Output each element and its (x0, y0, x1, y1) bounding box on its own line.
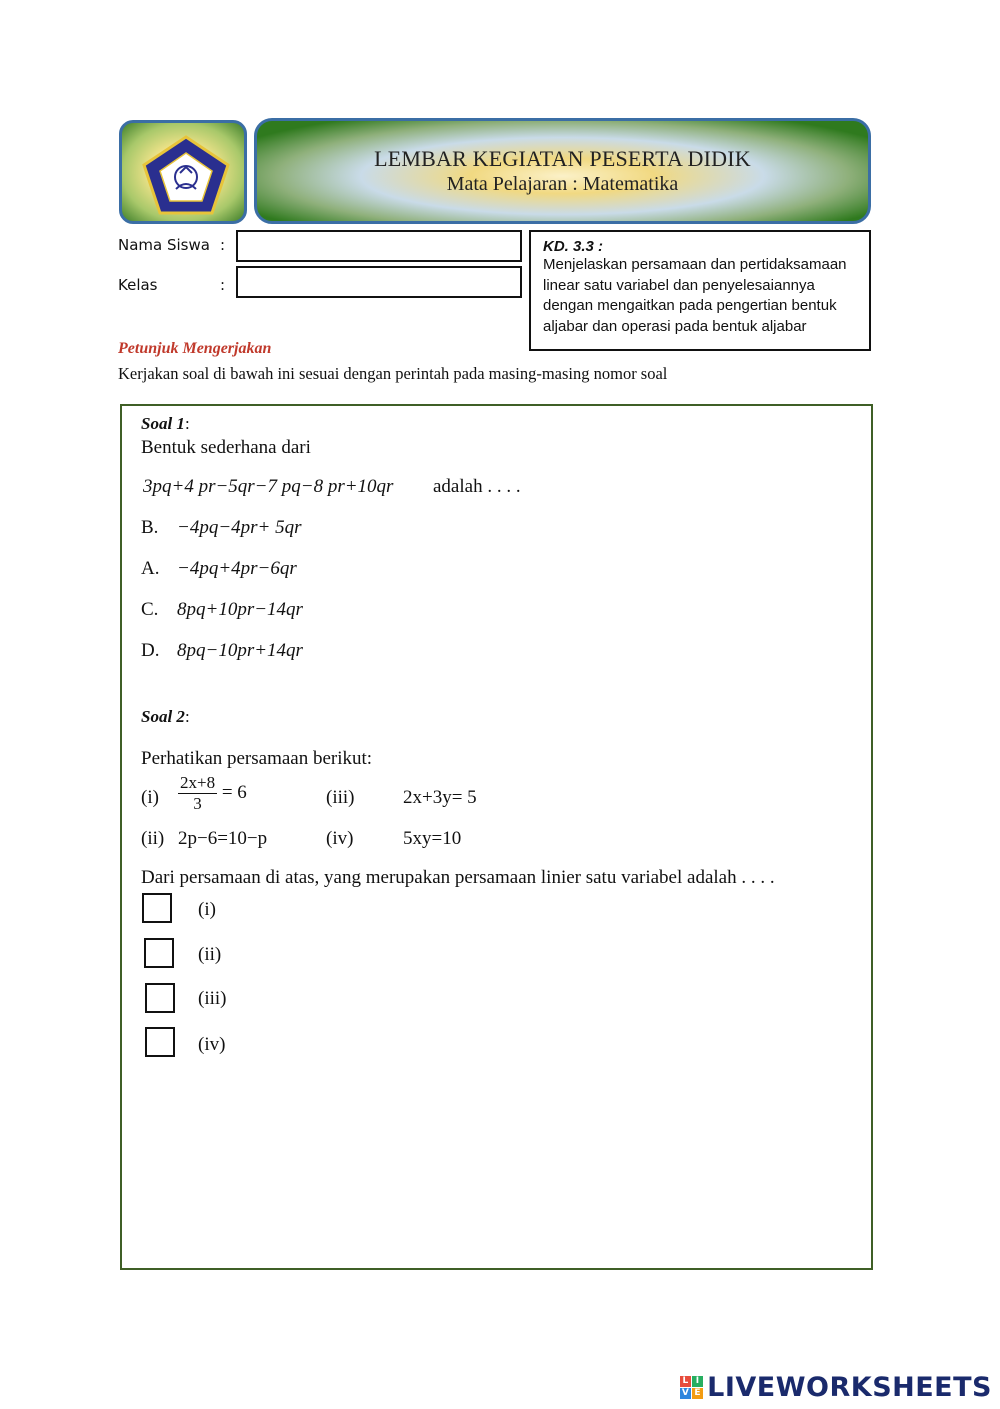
checkbox-iii[interactable] (145, 983, 175, 1013)
option-b-expr[interactable]: −4pq−4pr+ 5qr (177, 517, 302, 538)
checkbox-ii[interactable] (144, 938, 174, 968)
choice-iv-label: (iv) (198, 1034, 226, 1055)
choice-ii-label: (ii) (198, 944, 222, 965)
checkbox-iv[interactable] (145, 1027, 175, 1057)
soal1-heading (141, 414, 190, 434)
instructions-text: Kerjakan soal di bawah ini sesuai dengan perintah pada masing-masing nomor soal (118, 364, 668, 383)
choice-iii-label: (iii) (198, 988, 227, 1009)
eq-i (178, 773, 247, 814)
liveworksheets-brand: LIVEWORKSHEETS (707, 1372, 992, 1403)
soal2-colon: : (184, 707, 190, 726)
eq-i-label: (i) (141, 787, 159, 808)
option-a-expr[interactable]: −4pq+4pr−6qr (177, 558, 297, 579)
soal2-prompt: Perhatikan persamaan berikut: (141, 748, 373, 769)
soal2-question: Dari persamaan di atas, yang merupakan persamaan linier satu variabel adalah . . . . (141, 867, 775, 888)
eq-i-numerator: 2x+8 (180, 773, 216, 792)
name-label: Nama Siswa (118, 236, 210, 254)
option-letter: C. (141, 599, 159, 620)
eq-iii: 2x+3y= 5 (403, 787, 477, 808)
kd-line: linear satu variabel dan penyelesaiannya (543, 276, 815, 294)
soal1-expression: 3pq+4 pr−5qr−7 pq−8 pr+10qr (143, 476, 394, 497)
choice-i-label: (i) (198, 899, 216, 920)
eq-ii: 2p−6=10−p (178, 828, 268, 849)
school-emblem-icon (140, 133, 232, 217)
class-input[interactable] (236, 266, 522, 298)
class-colon: : (220, 276, 226, 294)
name-colon: : (220, 236, 226, 254)
class-label: Kelas (118, 276, 158, 294)
kd-line: dengan mengaitkan pada pengertian bentuk (543, 297, 837, 314)
soal2-label: Soal 2 (141, 707, 185, 726)
kd-line: aljabar dan operasi pada bentuk aljabar (543, 317, 807, 335)
school-logo-box (119, 120, 247, 224)
eq-iii-label: (iii) (326, 787, 355, 808)
soal1-label: Soal 1 (141, 414, 185, 433)
eq-i-denominator: 3 (193, 794, 202, 813)
kd-title: KD. 3.3 : (543, 238, 604, 255)
kd-line: Menjelaskan persamaan dan pertidaksamaan (543, 256, 847, 273)
eq-ii-label: (ii) (141, 828, 165, 849)
eq-i-rhs: = 6 (221, 781, 247, 803)
option-d-expr[interactable]: 8pq−10pr+14qr (177, 640, 303, 661)
liveworksheets-logo (680, 1372, 992, 1403)
option-letter: B. (141, 517, 159, 538)
checkbox-i[interactable] (142, 893, 172, 923)
option-letter: A. (141, 558, 160, 579)
instructions-heading: Petunjuk Mengerjakan (118, 340, 272, 357)
worksheet-title: LEMBAR KEGIATAN PESERTA DIDIK (374, 146, 751, 171)
soal1-colon: : (184, 414, 190, 433)
soal2-heading (141, 707, 190, 727)
soal1-suffix: adalah . . . . (433, 476, 521, 497)
eq-iv: 5xy=10 (403, 828, 462, 849)
option-letter: D. (141, 640, 160, 661)
eq-iv-label: (iv) (326, 828, 354, 849)
soal1-prompt: Bentuk sederhana dari (141, 437, 311, 458)
liveworksheets-icon: L I V E (680, 1376, 703, 1399)
kd-box (529, 230, 871, 351)
subject-subtitle: Mata Pelajaran : Matematika (446, 173, 679, 195)
name-input[interactable] (236, 230, 522, 262)
option-c-expr[interactable]: 8pq+10pr−14qr (177, 599, 303, 620)
